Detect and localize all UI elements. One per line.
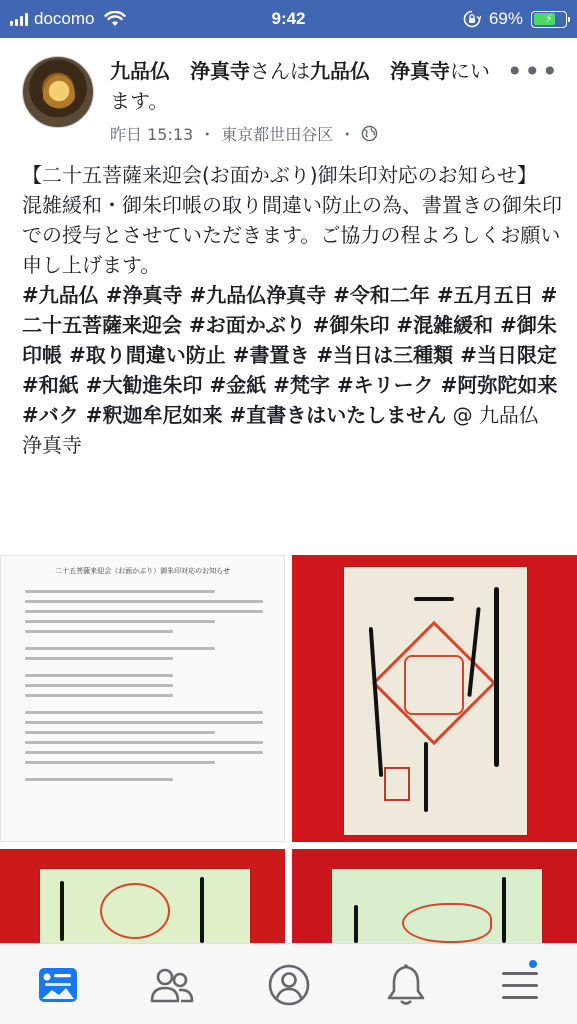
- charging-bolt-icon: ⚡: [545, 11, 553, 25]
- post-message: 混雑緩和・御朱印帳の取り間違い防止の為、書置きの御朱印での授与とさせていただきます。ご協力の程よろしくお願い申し上げます。: [22, 193, 562, 277]
- goshuin-photo-3[interactable]: [292, 849, 577, 943]
- globe-icon[interactable]: [361, 125, 378, 142]
- brush-stroke: [414, 597, 454, 601]
- news-feed-tab[interactable]: [33, 960, 83, 1010]
- goshuin-photo-1[interactable]: [292, 555, 577, 842]
- dragon-seal: [402, 903, 492, 943]
- profile-icon: [268, 964, 310, 1006]
- small-seal: [384, 767, 410, 801]
- post-author-line: [110, 56, 500, 116]
- red-seal: [404, 655, 464, 715]
- goshuin-photo-2[interactable]: [0, 849, 285, 943]
- document-text-lines: [25, 590, 263, 788]
- post-body: [22, 160, 562, 460]
- checkin-location[interactable]: 九品仏 浄真寺: [310, 59, 450, 83]
- post-header: [0, 48, 577, 148]
- avatar[interactable]: [22, 56, 94, 128]
- profile-tab[interactable]: [264, 960, 314, 1010]
- goshuin-paper: [344, 567, 527, 835]
- battery-percentage: 69%: [488, 9, 523, 28]
- clock: 9:42: [271, 9, 306, 28]
- author-name[interactable]: 九品仏 浄真寺: [110, 59, 250, 83]
- menu-tab[interactable]: [495, 960, 545, 1010]
- post-title: 【二十五菩薩来迎会(お面かぶり)御朱印対応のお知らせ】: [22, 163, 538, 187]
- post-hashtags-block: [22, 280, 562, 460]
- brush-stroke: [424, 742, 428, 812]
- post-place[interactable]: 東京都世田谷区: [221, 125, 334, 144]
- more-horizontal-icon[interactable]: •••: [506, 55, 559, 88]
- location-suffix: にいます。: [110, 59, 490, 113]
- menu-badge: [527, 958, 539, 970]
- status-bar: [0, 0, 577, 38]
- post-at-place[interactable]: @ 九品仏 浄真寺: [22, 403, 559, 457]
- meta-separator: ・: [339, 125, 356, 144]
- brush-stroke: [369, 627, 383, 777]
- status-bar-right: [463, 0, 567, 38]
- photo-grid: [0, 555, 577, 943]
- orientation-lock-icon: [463, 10, 481, 28]
- brush-stroke: [502, 877, 506, 943]
- red-seal: [100, 883, 170, 939]
- brush-stroke: [354, 905, 358, 943]
- hamburger-menu-icon: [500, 968, 540, 1002]
- goshuin-paper: [40, 869, 250, 943]
- brush-stroke: [200, 877, 204, 943]
- post-timestamp[interactable]: 昨日 15:13: [110, 125, 194, 144]
- news-feed-icon: [37, 966, 79, 1004]
- friends-tab[interactable]: [147, 960, 197, 1010]
- document-title: 二十五菩薩来迎会（お面かぶり）御朱印対応のお知らせ: [55, 567, 230, 575]
- notifications-tab[interactable]: [381, 960, 431, 1010]
- brush-stroke: [494, 587, 499, 767]
- brush-stroke: [60, 881, 64, 941]
- post-meta: [110, 122, 378, 145]
- meta-separator: ・: [199, 125, 216, 144]
- post-hashtags[interactable]: #九品仏 #浄真寺 #九品仏浄真寺 #令和二年 #五月五日 #二十五菩薩来迎会 #お面かぶり #御朱印 #混雑緩和 #御朱印帳 #取り間違い防止 #書置き #当日は三種類 #当日限定 #和紙 #大勧進朱印 #金紙 #梵字 #キリーク #阿弥陀如来 #バク #釈迦牟尼如来 #直書きはいたしません: [22, 283, 558, 427]
- bell-icon: [386, 963, 426, 1007]
- author-suffix: さんは: [250, 59, 310, 83]
- notice-document-photo[interactable]: [0, 555, 285, 842]
- carrier-name: docomo: [34, 9, 95, 28]
- bottom-tab-bar: [0, 943, 577, 1024]
- battery-icon: [531, 11, 567, 28]
- friends-icon: [149, 966, 195, 1004]
- goshuin-paper: [332, 869, 542, 943]
